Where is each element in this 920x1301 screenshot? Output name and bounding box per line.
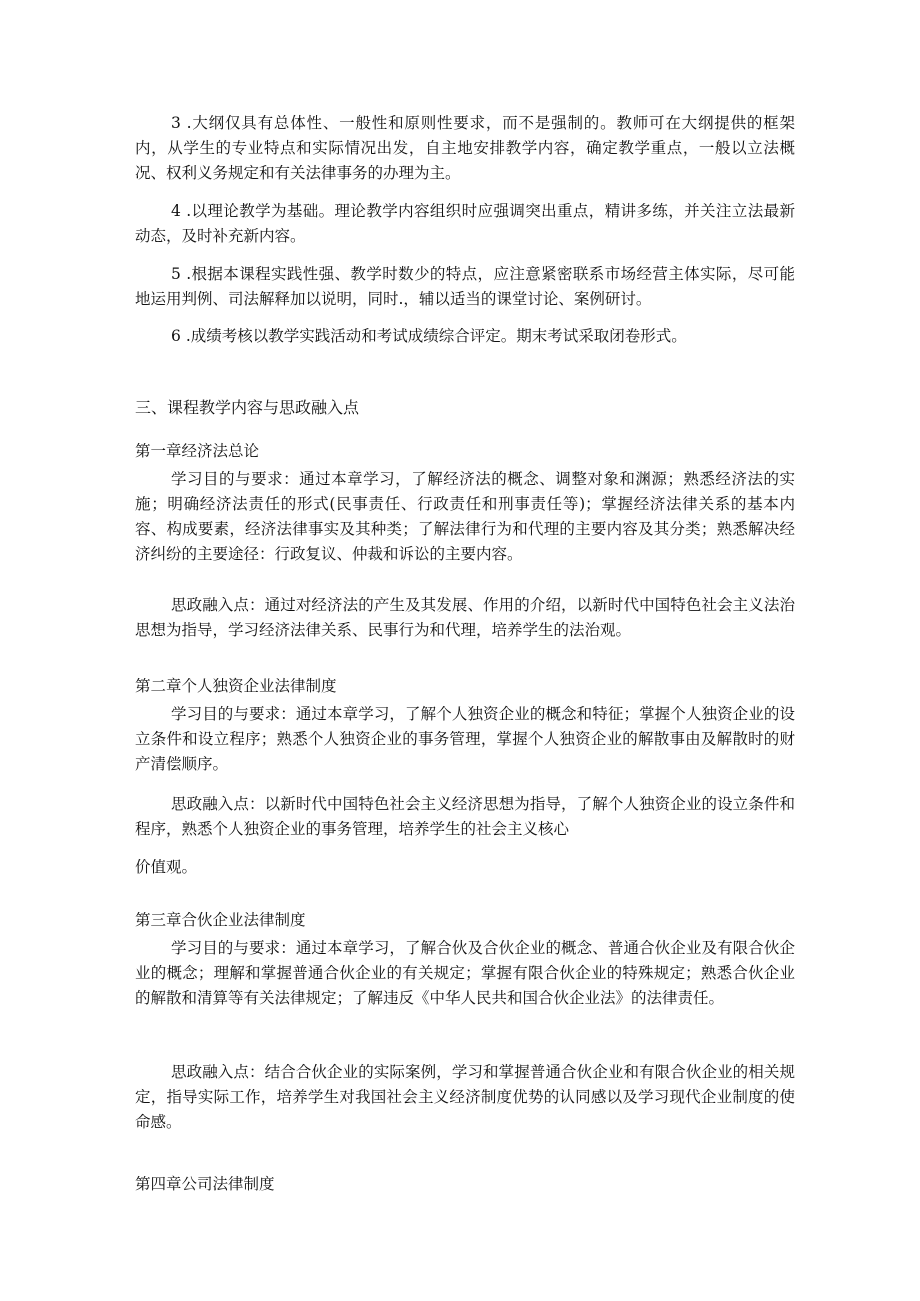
section-title: 三、课程教学内容与思政融入点	[135, 398, 360, 417]
chapter-title: 第三章合伙企业法律制度	[135, 911, 306, 929]
chapter-ideology: 思政融入点：以新时代中国特色社会主义经济思想为指导，了解个人独资企业的设立条件和程序，熟悉个人独资企业的事务管理，培养学生的社会主义核心	[135, 795, 795, 838]
item-number: 6	[171, 327, 181, 345]
item-number: 5	[171, 265, 181, 283]
list-item	[135, 111, 795, 186]
chapter-title: 第一章经济法总论	[135, 442, 260, 460]
list-item	[135, 324, 795, 349]
chapter-goal: 学习目的与要求：通过本章学习，了解个人独资企业的概念和特征；掌握个人独资企业的设立条件和设立程序；熟悉个人独资企业的事务管理，掌握个人独资企业的解散事由及解散时的财产清偿顺序。	[135, 705, 795, 773]
chapter-goal: 学习目的与要求：通过本章学习，了解经济法的概念、调整对象和渊源；熟悉经济法的实施；明确经济法责任的形式(民事责任、行政责任和刑事责任等)；掌握经济法律关系的基本内容、构成要素，经济法律事实及其种类；了解法律行为和代理的主要内容及其分类；熟悉解决经济纠纷的主要途径：行政复议、仲裁和诉讼的主要内容。	[135, 470, 795, 563]
list-item	[135, 262, 795, 312]
chapter-ideology: 思政融入点：通过对经济法的产生及其发展、作用的介绍，以新时代中国特色社会主义法治思想为指导，学习经济法律关系、民事行为和代理，培养学生的法治观。	[135, 596, 795, 639]
chapter-title: 第四章公司法律制度	[135, 1175, 275, 1193]
item-text: .以理论教学为基础。理论教学内容组织时应强调突出重点，精讲多练，并关注立法最新动态，及时补充新内容。	[135, 202, 795, 245]
item-number: 4	[171, 202, 181, 220]
list-item	[135, 199, 795, 249]
item-text: .大纲仅具有总体性、一般性和原则性要求，而不是强制的。教师可在大纲提供的框架内，从学生的专业特点和实际情况出发，自主地安排教学内容，确定教学重点，一般以立法概况、权利义务规定和有关法律事务的办理为主。	[135, 114, 795, 182]
chapter-goal: 学习目的与要求：通过本章学习，了解合伙及合伙企业的概念、普通合伙企业及有限合伙企业的概念；理解和掌握普通合伙企业的有关规定；掌握有限合伙企业的特殊规定；熟悉合伙企业的解散和清算等有关法律规定；了解违反《中华人民共和国合伙企业法》的法律责任。	[135, 939, 795, 1007]
item-number: 3	[171, 114, 181, 132]
item-text: .成绩考核以教学实践活动和考试成绩综合评定。期末考试采取闭卷形式。	[185, 327, 687, 345]
item-text: .根据本课程实践性强、教学时数少的特点，应注意紧密联系市场经营主体实际，尽可能地运用判例、司法解释加以说明，同时.，辅以适当的课堂讨论、案例研讨。	[135, 265, 795, 308]
chapter-title: 第二章个人独资企业法律制度	[135, 677, 337, 695]
chapter-ideology-tail: 价值观。	[135, 858, 198, 876]
chapter-ideology: 思政融入点：结合合伙企业的实际案例，学习和掌握普通合伙企业和有限合伙企业的相关规定，指导实际工作，培养学生对我国社会主义经济制度优势的认同感以及学习现代企业制度的使命感。	[135, 1063, 795, 1131]
